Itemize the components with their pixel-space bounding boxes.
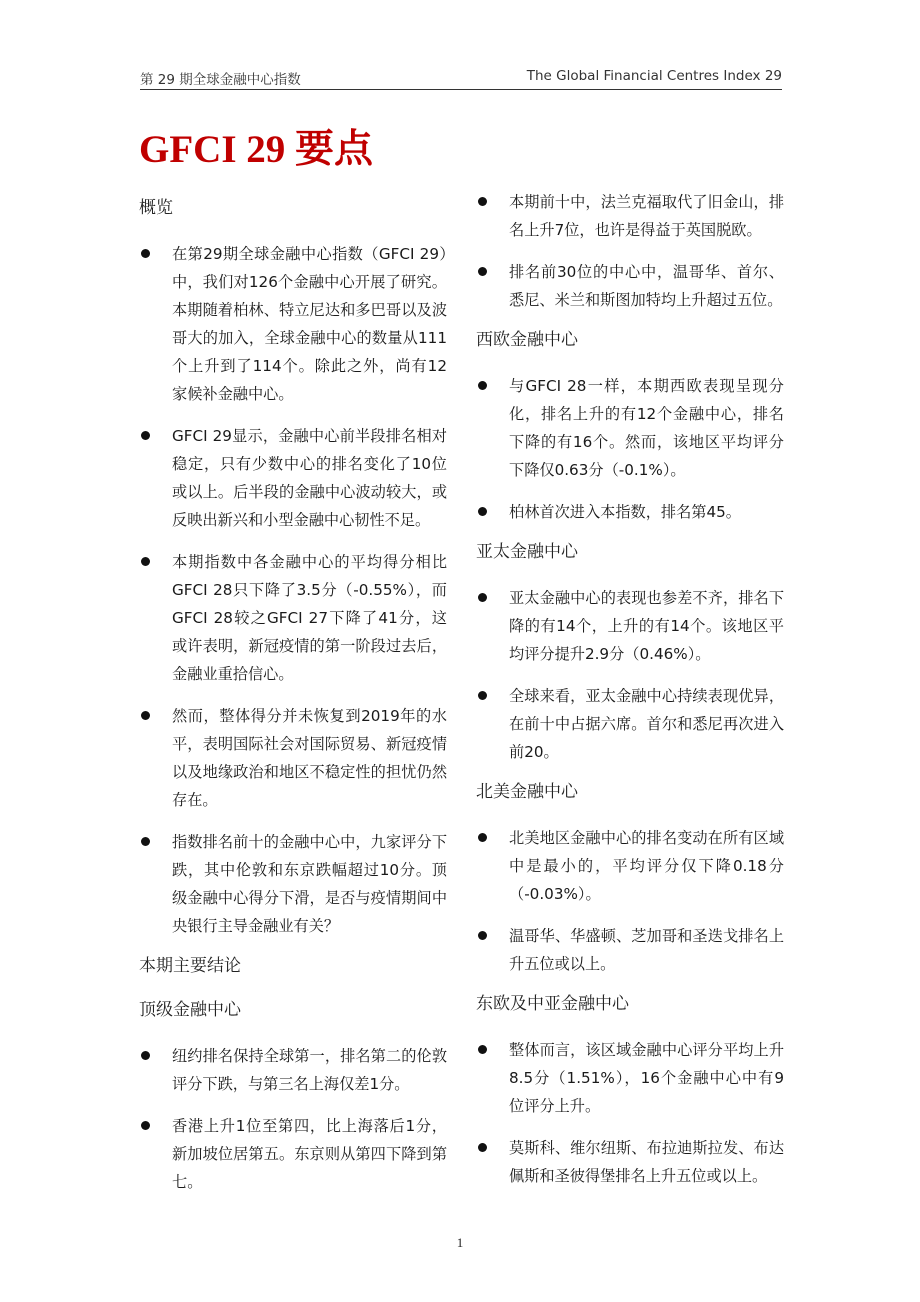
right-column bbox=[476, 188, 784, 1204]
list-item-text: 然而，整体得分并未恢复到2019年的水平，表明国际社会对国际贸易、新冠疫情以及地缘政治和地区不稳定性的担忧仍然存在。 bbox=[172, 707, 447, 809]
bullet-icon bbox=[478, 931, 487, 940]
list-item bbox=[476, 1036, 784, 1120]
list-item bbox=[476, 258, 784, 314]
list-item bbox=[139, 702, 447, 814]
asia-pacific-list bbox=[476, 584, 784, 766]
section-heading-overview: 概览 bbox=[139, 198, 173, 218]
list-item-text: 温哥华、华盛顿、芝加哥和圣迭戈排名上升五位或以上。 bbox=[509, 927, 784, 973]
bullet-icon bbox=[478, 833, 487, 842]
bullet-icon bbox=[141, 557, 150, 566]
list-item-text: 亚太金融中心的表现也参差不齐，排名下降的有14个，上升的有14个。该地区平均评分提升2.9分（0.46%）。 bbox=[509, 589, 784, 663]
bullet-icon bbox=[141, 1051, 150, 1060]
list-item-text: 纽约排名保持全球第一，排名第二的伦敦评分下跌，与第三名上海仅差1分。 bbox=[172, 1047, 447, 1093]
western-europe-list bbox=[476, 372, 784, 526]
bullet-icon bbox=[478, 1143, 487, 1152]
list-item bbox=[476, 922, 784, 978]
bullet-icon bbox=[478, 507, 487, 516]
bullet-icon bbox=[478, 267, 487, 276]
page-header bbox=[140, 66, 782, 88]
bullet-icon bbox=[478, 691, 487, 700]
list-item-text: 排名前30位的中心中，温哥华、首尔、悉尼、米兰和斯图加特均上升超过五位。 bbox=[509, 263, 784, 309]
header-right-text: The Global Financial Centres Index 29 bbox=[526, 68, 782, 84]
section-heading-top-centres: 顶级金融中心 bbox=[139, 1000, 241, 1020]
list-item bbox=[139, 1042, 447, 1098]
list-item-text: 本期前十中，法兰克福取代了旧金山，排名上升7位，也许是得益于英国脱欧。 bbox=[509, 193, 784, 239]
bullet-icon bbox=[141, 1121, 150, 1130]
top-centres-list bbox=[139, 1042, 447, 1196]
section-heading-eastern-europe: 东欧及中亚金融中心 bbox=[476, 994, 629, 1014]
list-item bbox=[139, 548, 447, 688]
bullet-icon bbox=[478, 197, 487, 206]
top-centres-cont-list bbox=[476, 188, 784, 314]
list-item-text: 莫斯科、维尔纽斯、布拉迪斯拉发、布达佩斯和圣彼得堡排名上升五位或以上。 bbox=[509, 1139, 784, 1185]
list-item-text: 在第29期全球金融中心指数（GFCI 29）中，我们对126个金融中心开展了研究。本期随着柏林、特立尼达和多巴哥以及波哥大的加入，全球金融中心的数量从111个上升到了114个。除此之外，尚有12家候补金融中心。 bbox=[172, 245, 447, 403]
overview-list bbox=[139, 240, 447, 940]
header-left-text: 第 29 期全球金融中心指数 bbox=[140, 72, 301, 88]
list-item-text: GFCI 29显示，金融中心前半段排名相对稳定，只有少数中心的排名变化了10位或以上。后半段的金融中心波动较大，或反映出新兴和小型金融中心韧性不足。 bbox=[172, 427, 447, 529]
bullet-icon bbox=[141, 837, 150, 846]
list-item bbox=[476, 1134, 784, 1190]
list-item bbox=[476, 188, 784, 244]
bullet-icon bbox=[478, 381, 487, 390]
section-heading-western-europe: 西欧金融中心 bbox=[476, 330, 578, 350]
list-item-text: 本期指数中各金融中心的平均得分相比GFCI 28只下降了3.5分（-0.55%），而GFCI 28较之GFCI 27下降了41分，这或许表明，新冠疫情的第一阶段过去后，金融业重拾信心。 bbox=[172, 553, 447, 683]
list-item-text: 北美地区金融中心的排名变动在所有区域中是最小的，平均评分仅下降0.18分（-0.03%）。 bbox=[509, 829, 784, 903]
list-item bbox=[476, 372, 784, 484]
page-title: GFCI 29 要点 bbox=[139, 128, 374, 171]
list-item-text: 柏林首次进入本指数，排名第45。 bbox=[509, 503, 741, 521]
list-item bbox=[139, 828, 447, 940]
header-divider bbox=[140, 89, 782, 90]
bullet-icon bbox=[141, 249, 150, 258]
left-column bbox=[139, 188, 447, 1210]
bullet-icon bbox=[478, 593, 487, 602]
list-item-text: 香港上升1位至第四，比上海落后1分，新加坡位居第五。东京则从第四下降到第七。 bbox=[172, 1117, 447, 1191]
list-item bbox=[476, 824, 784, 908]
list-item bbox=[476, 584, 784, 668]
list-item-text: 整体而言，该区域金融中心评分平均上升8.5分（1.51%），16个金融中心中有9位评分上升。 bbox=[509, 1041, 784, 1115]
page-number: 1 bbox=[456, 1235, 464, 1250]
list-item bbox=[476, 498, 784, 526]
list-item bbox=[139, 422, 447, 534]
bullet-icon bbox=[478, 1045, 487, 1054]
list-item-text: 全球来看，亚太金融中心持续表现优异，在前十中占据六席。首尔和悉尼再次进入前20。 bbox=[509, 687, 784, 761]
list-item bbox=[139, 1112, 447, 1196]
section-heading-asia-pacific: 亚太金融中心 bbox=[476, 542, 578, 562]
list-item bbox=[476, 682, 784, 766]
bullet-icon bbox=[141, 431, 150, 440]
list-item-text: 指数排名前十的金融中心中，九家评分下跌，其中伦敦和东京跌幅超过10分。顶级金融中心得分下滑，是否与疫情期间中央银行主导金融业有关？ bbox=[172, 833, 447, 935]
list-item bbox=[139, 240, 447, 408]
list-item-text: 与GFCI 28一样，本期西欧表现呈现分化，排名上升的有12个金融中心，排名下降的有16个。然而，该地区平均评分下降仅0.63分（-0.1%）。 bbox=[509, 377, 784, 479]
eastern-europe-list bbox=[476, 1036, 784, 1190]
section-heading-north-america: 北美金融中心 bbox=[476, 782, 578, 802]
north-america-list bbox=[476, 824, 784, 978]
section-heading-conclusions: 本期主要结论 bbox=[139, 956, 241, 976]
bullet-icon bbox=[141, 711, 150, 720]
